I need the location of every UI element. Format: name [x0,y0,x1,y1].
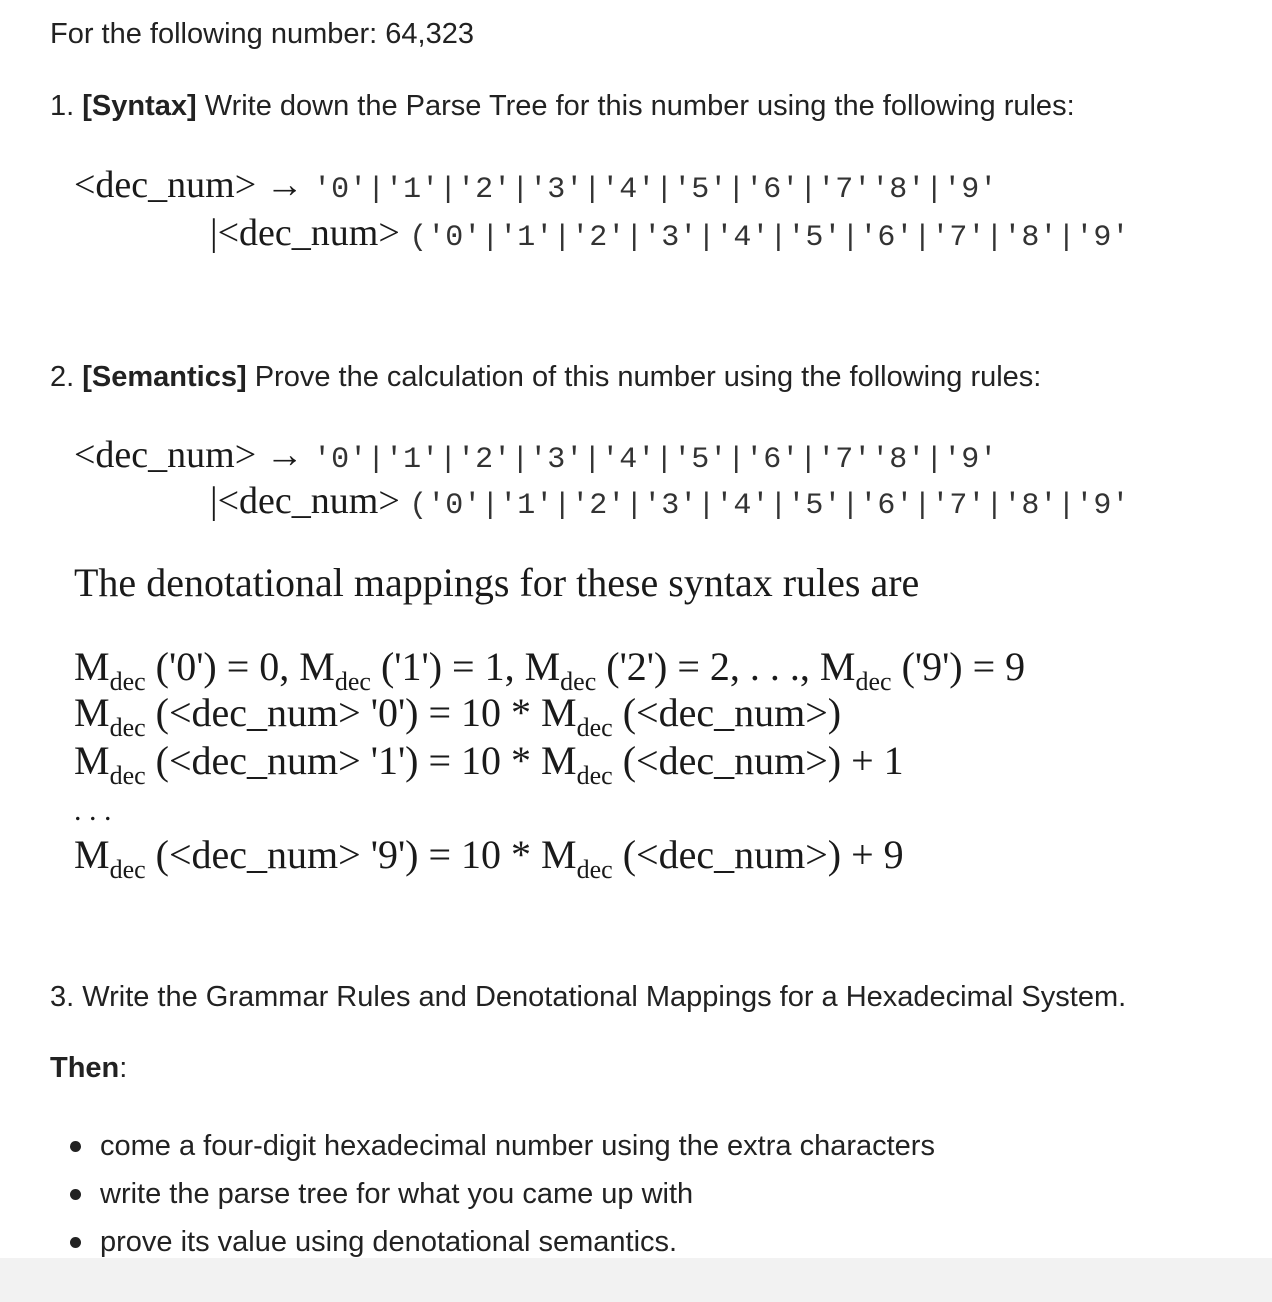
mapping-function: M [541,832,577,877]
intro-label: For the following number: [50,18,378,50]
grammar-arrow: → [265,434,304,476]
intro-line [50,16,474,52]
list-item [66,1170,935,1218]
mapping-function: M [74,644,110,689]
mapping-line-9 [74,832,904,883]
then-label-text: Then [50,1052,120,1084]
mapping-digit-1: ('1') = 1, [380,644,525,689]
grammar-alt-prefix: |<dec_num> [210,212,400,254]
question-3: 3. Write the Grammar Rules and Denotational Mappings for a Hexadecimal System. [50,981,1127,1013]
mapping-subscript: dec [109,761,146,790]
task-list [66,1122,935,1266]
mapping-subscript: dec [334,667,371,696]
mapping-ellipsis: . . . [74,794,112,827]
grammar-1-line-2 [210,210,1129,261]
mapping-function: M [74,690,110,735]
mapping-function: M [541,738,577,783]
intro-number: 64,323 [385,18,474,50]
grammar-alt-prefix: |<dec_num> [210,480,400,522]
then-label [50,1050,127,1086]
bullet-icon [70,1141,81,1152]
mapping-subscript: dec [109,713,146,742]
mapping-expression: (<dec_num> '9') = 10 * [155,832,542,877]
mapping-function: M [74,832,110,877]
grammar-lhs: <dec_num> [74,434,257,476]
question-1-text: Write down the Parse Tree for this number using the following rules: [204,90,1075,122]
task-text: write the parse tree for what you came up with [100,1178,694,1210]
grammar-1-line-1 [74,162,997,213]
page-footer-band [0,1258,1272,1302]
mapping-digit-9: ('9') = 9 [901,644,1026,689]
grammar-alt-digits: ('0'|'1'|'2'|'3'|'4'|'5'|'6'|'7'|'8'|'9' [409,221,1130,255]
question-2-text: Prove the calculation of this number using the following rules: [254,361,1042,393]
grammar-digits: '0'|'1'|'2'|'3'|'4'|'5'|'6'|'7''8'|'9' [313,173,998,207]
grammar-2-line-1 [74,432,997,483]
question-2-number: 2. [50,361,75,393]
mapping-tail: (<dec_num>) [622,690,842,735]
mapping-function: M [541,690,577,735]
question-1-number: 1. [50,90,75,122]
mapping-subscript: dec [560,667,597,696]
list-item [66,1122,935,1170]
mapping-tail: (<dec_num>) + 1 [622,738,904,783]
mapping-function: M [299,644,335,689]
mapping-function: M [819,644,856,689]
grammar-2-line-2 [210,478,1129,529]
grammar-digits: '0'|'1'|'2'|'3'|'4'|'5'|'6'|'7''8'|'9' [313,443,998,477]
mapping-subscript: dec [576,713,613,742]
mapping-subscript: dec [109,667,146,696]
then-colon: : [119,1052,128,1084]
mapping-subscript: dec [109,855,146,884]
mapping-line-base [74,644,1025,695]
question-2 [50,359,1041,395]
mapping-subscript: dec [855,667,892,696]
question-2-tag: [Semantics] [82,361,247,393]
mapping-digit-0: ('0') = 0, [155,644,300,689]
mapping-subscript: dec [576,761,613,790]
question-1 [50,88,1075,124]
mapping-function: M [74,738,110,783]
task-text: come a four-digit hexadecimal number using the extra characters [100,1130,935,1162]
mapping-expression: (<dec_num> '0') = 10 * [155,690,542,735]
mapping-line-0 [74,690,841,741]
grammar-lhs: <dec_num> [74,164,257,206]
bullet-icon [70,1237,81,1248]
grammar-arrow: → [265,164,304,206]
mapping-subscript: dec [576,855,613,884]
mapping-function: M [524,644,561,689]
mapping-line-1 [74,738,904,789]
grammar-alt-digits: ('0'|'1'|'2'|'3'|'4'|'5'|'6'|'7'|'8'|'9' [409,489,1130,523]
mapping-tail: (<dec_num>) + 9 [622,832,904,877]
mapping-expression: (<dec_num> '1') = 10 * [155,738,542,783]
mappings-intro: The denotational mappings for these syntax rules are [74,560,920,605]
question-1-tag: [Syntax] [82,90,197,122]
task-text: prove its value using denotational semantics. [100,1226,678,1258]
bullet-icon [70,1189,81,1200]
mapping-digit-2: ('2') = 2, . . ., [606,644,820,689]
